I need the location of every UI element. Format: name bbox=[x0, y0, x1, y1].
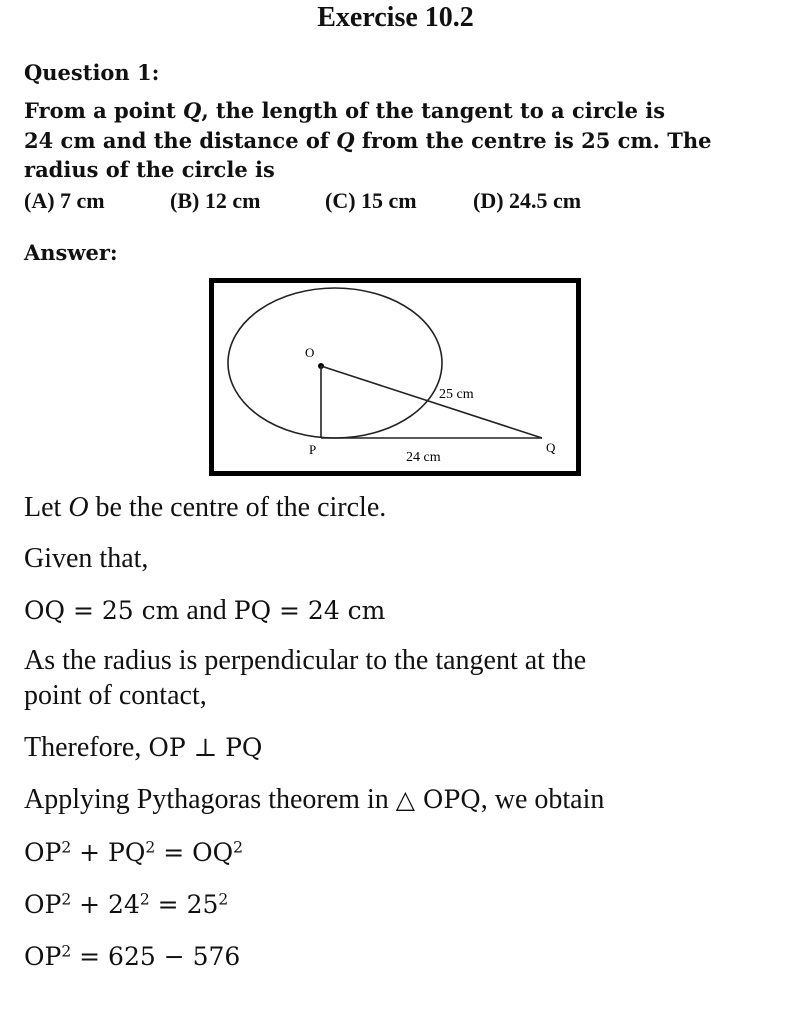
question-text-line-2: 24 cm and the distance of Q from the centre is 25 cm. The bbox=[24, 128, 712, 153]
equation-2: $OP^2 + 24^2 = 25^2$ bbox=[24, 890, 229, 919]
exercise-title: Exercise 10.2 bbox=[317, 2, 474, 33]
solution-line-given: Given that, bbox=[24, 543, 149, 574]
tangent-diagram bbox=[209, 278, 581, 476]
solution-line-centre: Let O be the centre of the circle. bbox=[24, 492, 387, 523]
var-o: O bbox=[68, 492, 89, 523]
var-q: Q bbox=[183, 98, 202, 123]
solution-line-perpendicular: Therefore, OP ⊥ PQ bbox=[24, 732, 263, 763]
equation-1: $OP^2 + PQ^2 = OQ^2$ bbox=[24, 838, 243, 867]
equation-3: $OP^2 = 625 - 576$ bbox=[24, 942, 241, 971]
label-q: Q bbox=[546, 440, 556, 455]
option-a: (A) 7 cm bbox=[24, 188, 105, 213]
question-text-line-1: From a point Q, the length of the tangent to a circle is bbox=[24, 98, 666, 123]
label-pq-length: 24 cm bbox=[406, 450, 441, 465]
figure-frame bbox=[212, 281, 579, 474]
question-label: Question 1: bbox=[24, 60, 160, 85]
answer-label: Answer: bbox=[24, 240, 118, 265]
question-text-line-3: radius of the circle is bbox=[24, 157, 275, 182]
solution-line-values: OQ = 25 cm and PQ = 24 cm bbox=[24, 595, 386, 626]
label-oq-length: 25 cm bbox=[439, 387, 474, 402]
solution-line-pythagoras: Applying Pythagoras theorem in △ OPQ, we obtain bbox=[24, 784, 605, 815]
option-c: (C) 15 cm bbox=[325, 188, 417, 213]
option-b: (B) 12 cm bbox=[170, 188, 261, 213]
label-p: P bbox=[309, 442, 317, 457]
var-q: Q bbox=[336, 128, 355, 153]
label-o: O bbox=[305, 345, 315, 360]
solution-line-reason-2: point of contact, bbox=[24, 680, 207, 711]
option-d: (D) 24.5 cm bbox=[473, 188, 582, 213]
solution-line-reason-1: As the radius is perpendicular to the tangent at the bbox=[24, 645, 587, 676]
